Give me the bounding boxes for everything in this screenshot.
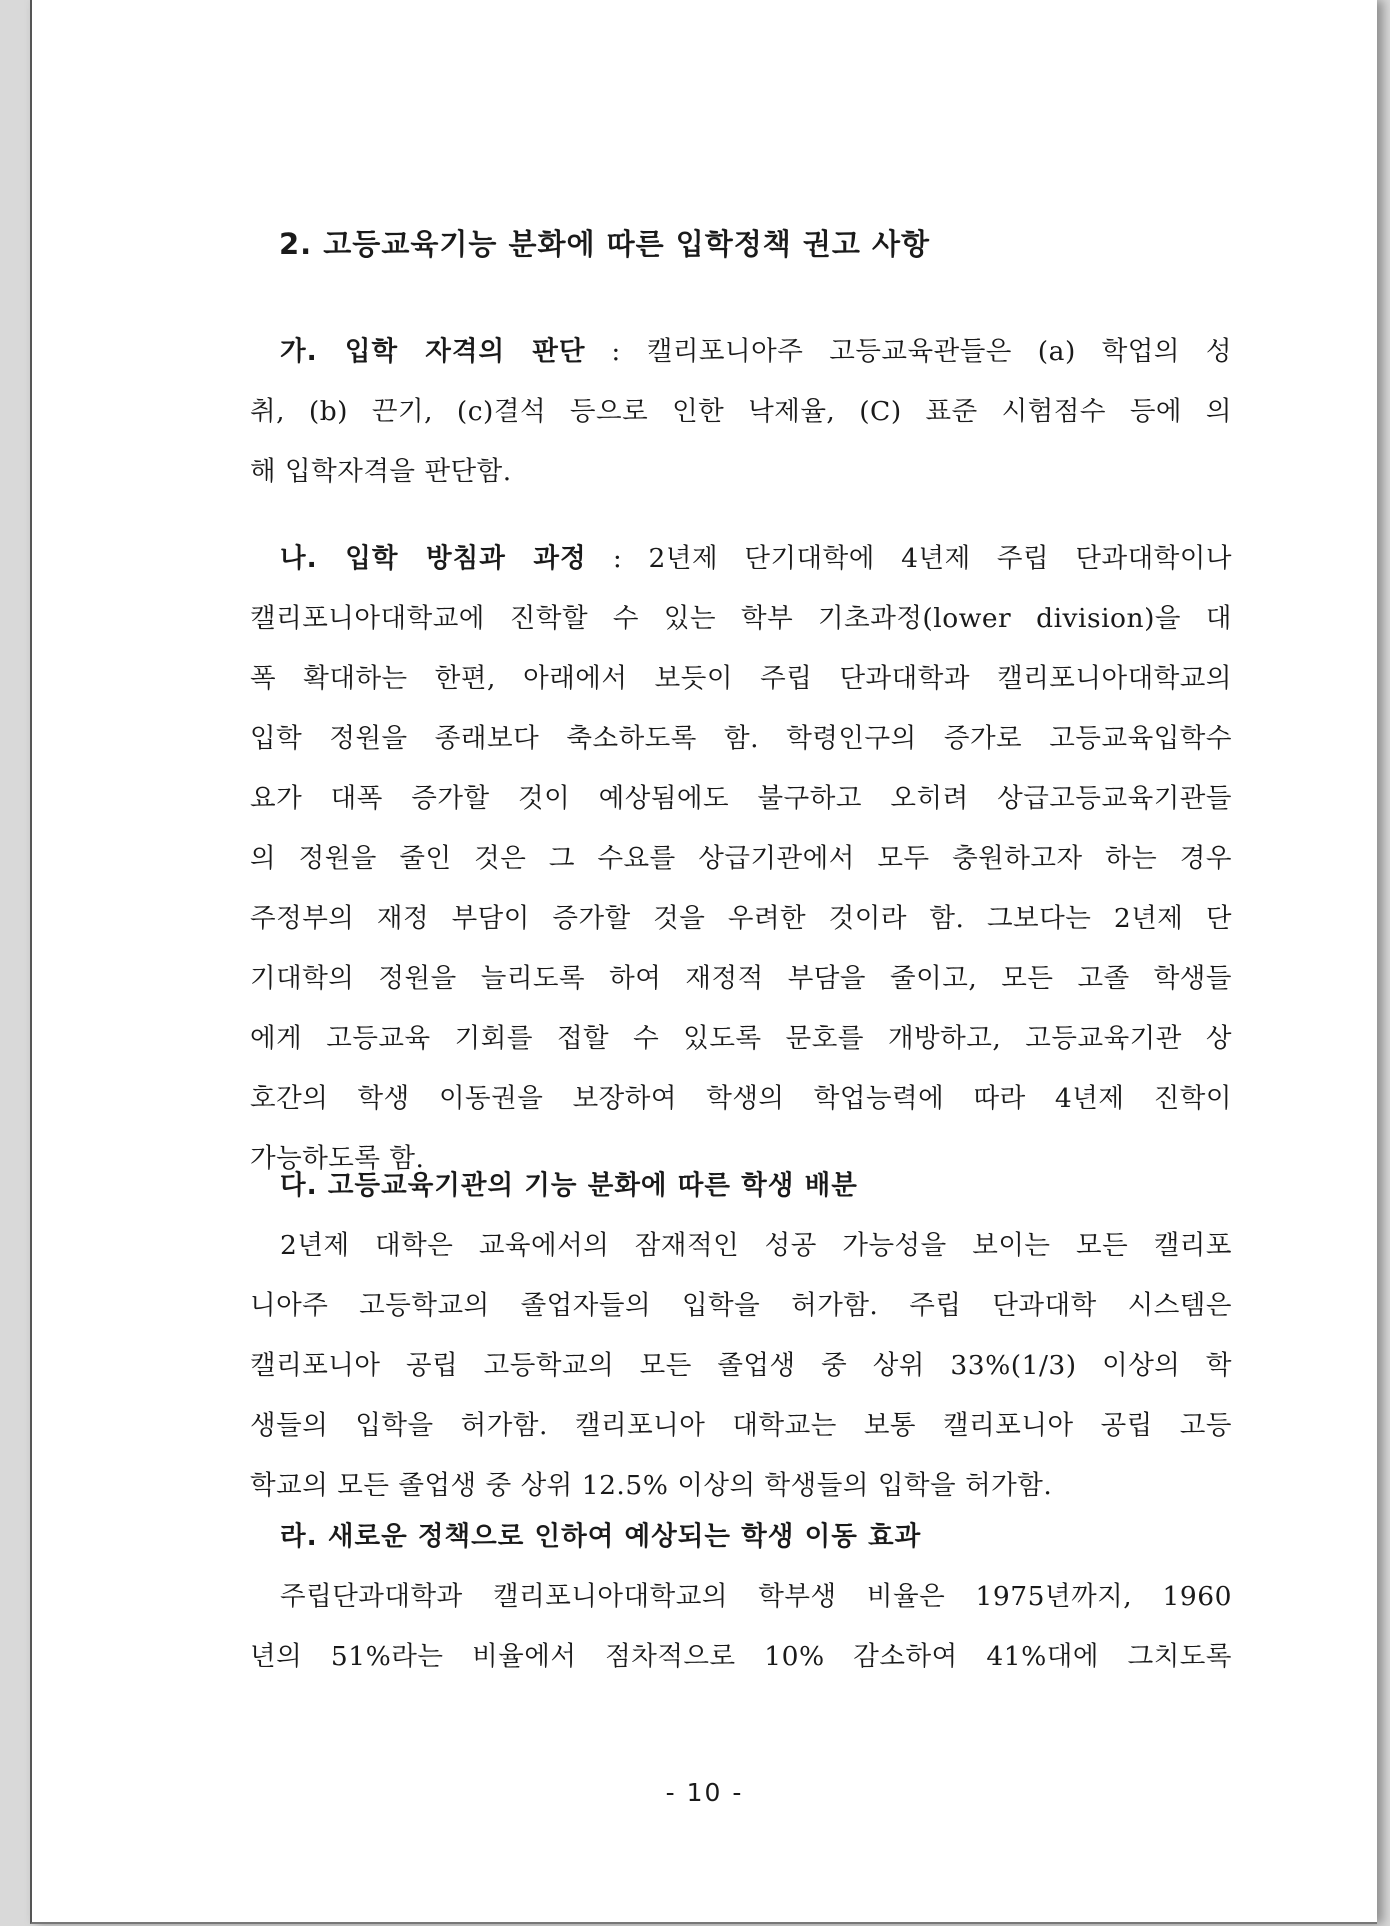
section-na-line-4: 입학 정원을 종래보다 축소하도록 함. 학령인구의 증가로 고등교육입학수 bbox=[250, 723, 1232, 754]
section-ra-line-1: 주립단과대학과 캘리포니아대학교의 학부생 비율은 1975년까지, 1960 bbox=[280, 1581, 1232, 1612]
section-ra-title: 라. 새로운 정책으로 인하여 예상되는 학생 이동 효과 bbox=[280, 1521, 922, 1552]
section-heading: 2. 고등교육기능 분화에 따른 입학정책 권고 사항 bbox=[279, 227, 931, 261]
section-na-line-6: 의 정원을 줄인 것은 그 수요를 상급기관에서 모두 충원하고자 하는 경우 bbox=[250, 843, 1232, 874]
section-na-line-7: 주정부의 재정 부담이 증가할 것을 우려한 것이라 함. 그보다는 2년제 단 bbox=[250, 903, 1232, 934]
section-ga bbox=[250, 322, 1232, 502]
section-da-line-5: 학교의 모든 졸업생 중 상위 12.5% 이상의 학생들의 입학을 허가함. bbox=[250, 1470, 1053, 1501]
section-da-line-2: 니아주 고등학교의 졸업자들의 입학을 허가함. 주립 단과대학 시스템은 bbox=[250, 1290, 1232, 1321]
section-na-line-9: 에게 고등교육 기회를 접할 수 있도록 문호를 개방하고, 고등교육기관 상 bbox=[250, 1023, 1232, 1054]
page-number: - 10 - bbox=[665, 1778, 744, 1807]
section-ga-line-2: 취, (b) 끈기, (c)결석 등으로 인한 낙제율, (C) 표준 시험점수 등에 의 bbox=[250, 396, 1232, 427]
section-na-line-2: 캘리포니아대학교에 진학할 수 있는 학부 기초과정(lower division)을 대 bbox=[250, 603, 1232, 634]
section-na-line-3: 폭 확대하는 한편, 아래에서 보듯이 주립 단과대학과 캘리포니아대학교의 bbox=[250, 663, 1232, 694]
section-na-line-8: 기대학의 정원을 늘리도록 하여 재정적 부담을 줄이고, 모든 고졸 학생들 bbox=[250, 963, 1232, 994]
section-ra-line-2: 년의 51%라는 비율에서 점차적으로 10% 감소하여 41%대에 그치도록 bbox=[250, 1641, 1232, 1672]
section-da bbox=[250, 1156, 1232, 1516]
section-na-line-10: 호간의 학생 이동권을 보장하여 학생의 학업능력에 따라 4년제 진학이 bbox=[250, 1083, 1232, 1114]
section-na-title: 나. 입학 방침과 과정 bbox=[280, 543, 587, 574]
section-ga-line-1: 가. 입학 자격의 판단 : 캘리포니아주 고등교육관들은 (a) 학업의 성 bbox=[280, 336, 1232, 367]
section-na bbox=[250, 529, 1232, 1189]
section-ga-line-3: 해 입학자격을 판단함. bbox=[250, 456, 512, 487]
section-ga-title: 가. 입학 자격의 판단 bbox=[280, 336, 586, 367]
section-na-line-11: 가능하도록 함. bbox=[250, 1143, 425, 1174]
section-da-line-1: 2년제 대학은 교육에서의 잠재적인 성공 가능성을 보이는 모든 캘리포 bbox=[280, 1230, 1232, 1261]
section-da-title: 다. 고등교육기관의 기능 분화에 따른 학생 배분 bbox=[280, 1170, 858, 1201]
section-da-line-3: 캘리포니아 공립 고등학교의 모든 졸업생 중 상위 33%(1/3) 이상의 학 bbox=[250, 1350, 1232, 1381]
section-na-line-1: 나. 입학 방침과 과정 : 2년제 단기대학에 4년제 주립 단과대학이나 bbox=[280, 543, 1232, 574]
document-page bbox=[30, 0, 1377, 1924]
section-na-line-5: 요가 대폭 증가할 것이 예상됨에도 불구하고 오히려 상급고등교육기관들 bbox=[250, 783, 1232, 814]
section-ra bbox=[250, 1507, 1232, 1687]
section-da-line-4: 생들의 입학을 허가함. 캘리포니아 대학교는 보통 캘리포니아 공립 고등 bbox=[250, 1410, 1232, 1441]
